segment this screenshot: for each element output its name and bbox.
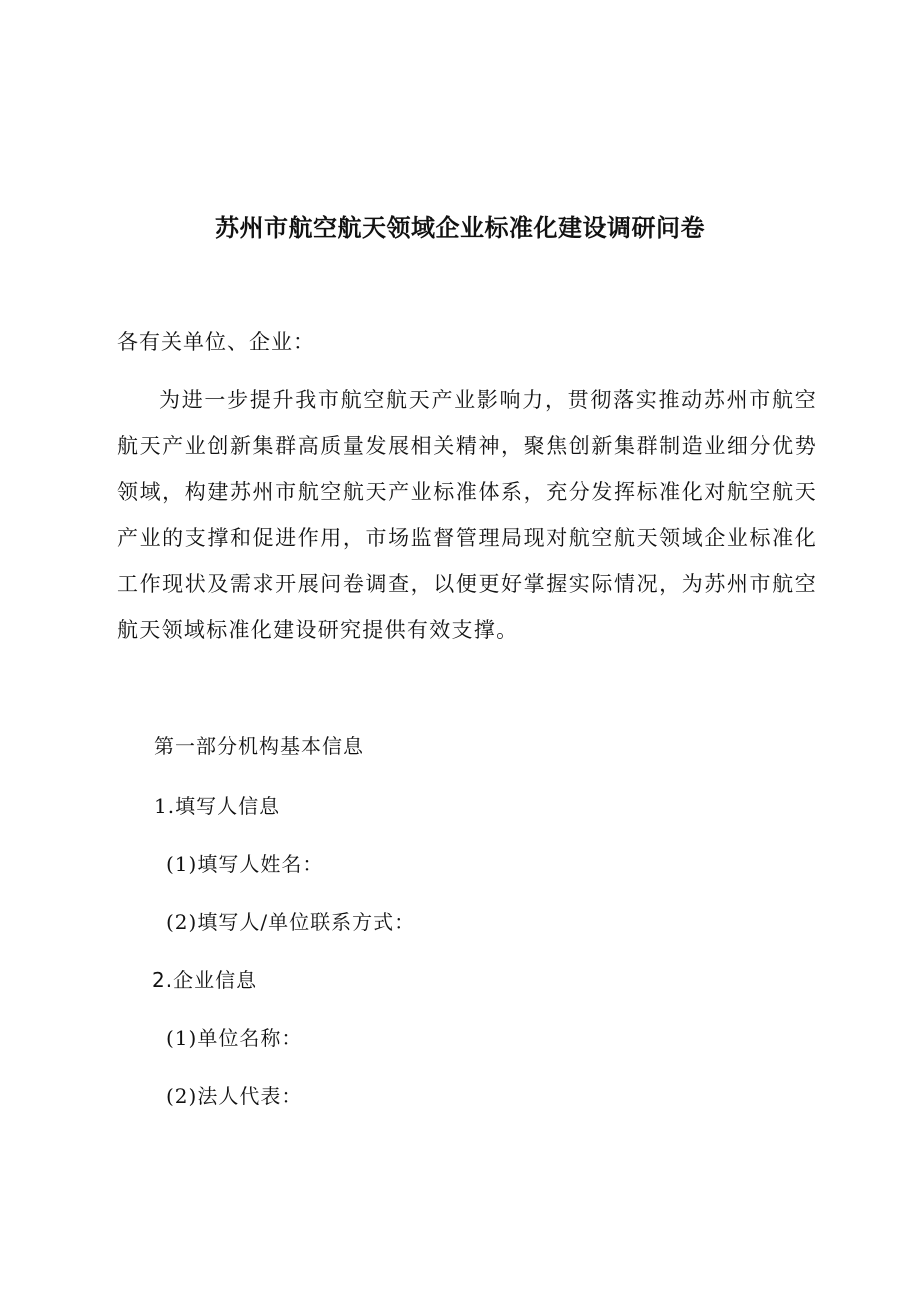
section-heading: 第一部分机构基本信息 [154, 734, 364, 758]
salutation: 各有关单位、企业： [117, 330, 315, 354]
field-company-name: (1)单位名称： [166, 1026, 303, 1050]
question-2-label: 2.企业信息 [152, 968, 258, 992]
field-filler-name: (1)填写人姓名： [166, 852, 324, 876]
document-title: 苏州市航空航天领域企业标准化建设调研问卷 [215, 214, 705, 242]
field-legal-representative: (2)法人代表： [166, 1084, 303, 1108]
field-filler-contact: (2)填写人/单位联系方式： [166, 910, 416, 934]
intro-paragraph: 为进一步提升我市航空航天产业影响力，贯彻落实推动苏州市航空航天产业创新集群高质量发展相关精神，聚焦创新集群制造业细分优势领域，构建苏州市航空航天产业标准体系，充分发挥标准化对航空航天产业的支撑和促进作用，市场监督管理局现对航空航天领域企业标准化工作现状及需求开展问卷调查，以便更好掌握实际情况，为苏州市航空航天领域标准化建设研究提供有效支撑。 [117, 388, 817, 642]
question-1-label: 1.填写人信息 [154, 794, 281, 818]
